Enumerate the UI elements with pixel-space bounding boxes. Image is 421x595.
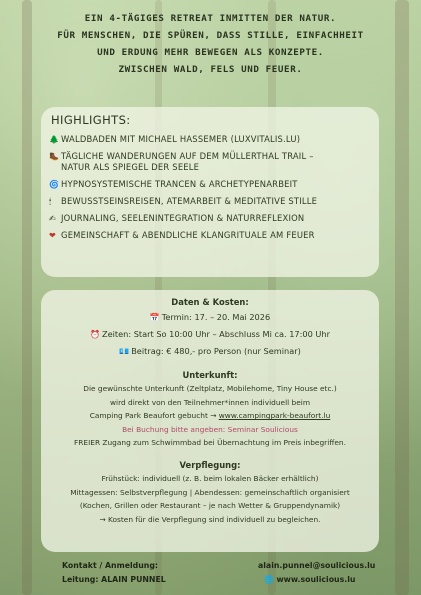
unterkunft-line: Die gewünschte Unterkunft (Zeltplatz, Mobilehome, Tiny House etc.) <box>83 384 337 393</box>
intro-line: UND ERDUNG MEHR BEWEGEN ALS KONZEPTE. <box>97 47 324 58</box>
writing-hand-icon: ✍ <box>49 214 56 223</box>
highlight-item: 🌀 HYPNOSYSTEMISCHE TRANCEN & ARCHETYPENARBEIT <box>49 179 298 189</box>
money-icon: 💶 <box>119 347 130 356</box>
verpflegung-line: Frühstück: individuell (z. B. beim lokalen Bäcker erhältlich) <box>101 473 319 483</box>
highlight-item: 🥾 TÄGLICHE WANDERUNGEN AUF DEM MÜLLERTHAL TRAIL – <box>49 151 314 161</box>
highlight-item: ❤ GEMEINSCHAFT & ABENDLICHE KLANGRITUALE AM FEUER <box>49 230 315 240</box>
contact-label: Kontakt / Anmeldung: <box>62 561 159 570</box>
website-link[interactable]: 🌐 www.soulicious.lu <box>264 575 356 584</box>
email-link[interactable]: alain.punnel@soulicious.lu <box>258 561 376 570</box>
unterkunft-line: wird direkt von den Teilnehmer*innen individuell beim <box>109 397 311 407</box>
beitrag-line: 💶 Beitrag: € 480,- pro Person (nur Seminar) <box>41 343 379 360</box>
leitung: Leitung: ALAIN PUNNEL <box>62 575 166 584</box>
highlight-item: ✍ JOURNALING, SEELENINTEGRATION & NATURREFLEXION <box>49 213 305 223</box>
highlights-list <box>49 134 375 247</box>
highlight-item-continuation: NATUR ALS SPIEGEL DER SEELE <box>61 162 200 172</box>
candle-icon: 🕯 <box>49 197 52 206</box>
globe-icon: 🌐 <box>264 575 274 584</box>
tree-icon: 🌲 <box>49 135 60 144</box>
booking-note: Bei Buchung bitte angeben: Seminar Soulicious <box>122 424 298 434</box>
pool-note: FREIER Zugang zum Schwimmbad bei Übernachtung im Preis inbegriffen. <box>74 438 346 448</box>
intro-line: FÜR MENSCHEN, DIE SPÜREN, DASS STILLE, EINFACHHEIT <box>57 30 364 41</box>
highlights-panel <box>41 107 379 277</box>
verpflegung-line: (Kochen, Grillen oder Restaurant – je nach Wetter & Gruppendynamik) <box>79 501 341 511</box>
costs-title: Daten & Kosten: <box>171 297 249 307</box>
hiking-boot-icon: 🥾 <box>49 152 60 161</box>
verpflegung-line: Mittagessen: Selbstverpflegung | Abendessen: gemeinschaftlich organisiert <box>70 487 350 497</box>
verpflegung-title: Verpflegung: <box>179 459 241 470</box>
intro-text <box>8 10 413 78</box>
heart-icon: ❤ <box>49 231 56 240</box>
alarm-clock-icon: ⏰ <box>90 330 100 339</box>
highlights-title: HIGHLIGHTS: <box>51 113 131 127</box>
zeiten-line: ⏰ Zeiten: Start So 10:00 Uhr – Abschluss Mi ca. 17:00 Uhr <box>41 326 379 343</box>
intro-line: ZWISCHEN WALD, FELS UND FEUER. <box>118 64 303 75</box>
info-panel <box>41 290 379 552</box>
calendar-icon: 📅 <box>149 313 160 322</box>
campingpark-link[interactable]: www.campingpark-beaufort.lu <box>218 411 331 421</box>
highlight-item: 🕯 BEWUSSTSEINSREISEN, ATEMARBEIT & MEDITATIVE STILLE <box>49 196 318 206</box>
spiral-icon: 🌀 <box>49 180 60 189</box>
verpflegung-line: → Kosten für die Verpflegung sind individuell zu begleichen. <box>99 514 321 524</box>
unterkunft-title: Unterkunft: <box>182 370 238 380</box>
intro-line: EIN 4-TÄGIGES RETREAT INMITTEN DER NATUR. <box>84 13 337 24</box>
highlight-item: 🌲 WALDBADEN MIT MICHAEL HASSEMER (LUXVITALIS.LU) <box>49 134 301 144</box>
unterkunft-line: Camping Park Beaufort gebucht → www.campingpark-beaufort.lu <box>89 411 331 421</box>
termin-line: 📅 Termin: 17. – 20. Mai 2026 <box>41 309 379 326</box>
